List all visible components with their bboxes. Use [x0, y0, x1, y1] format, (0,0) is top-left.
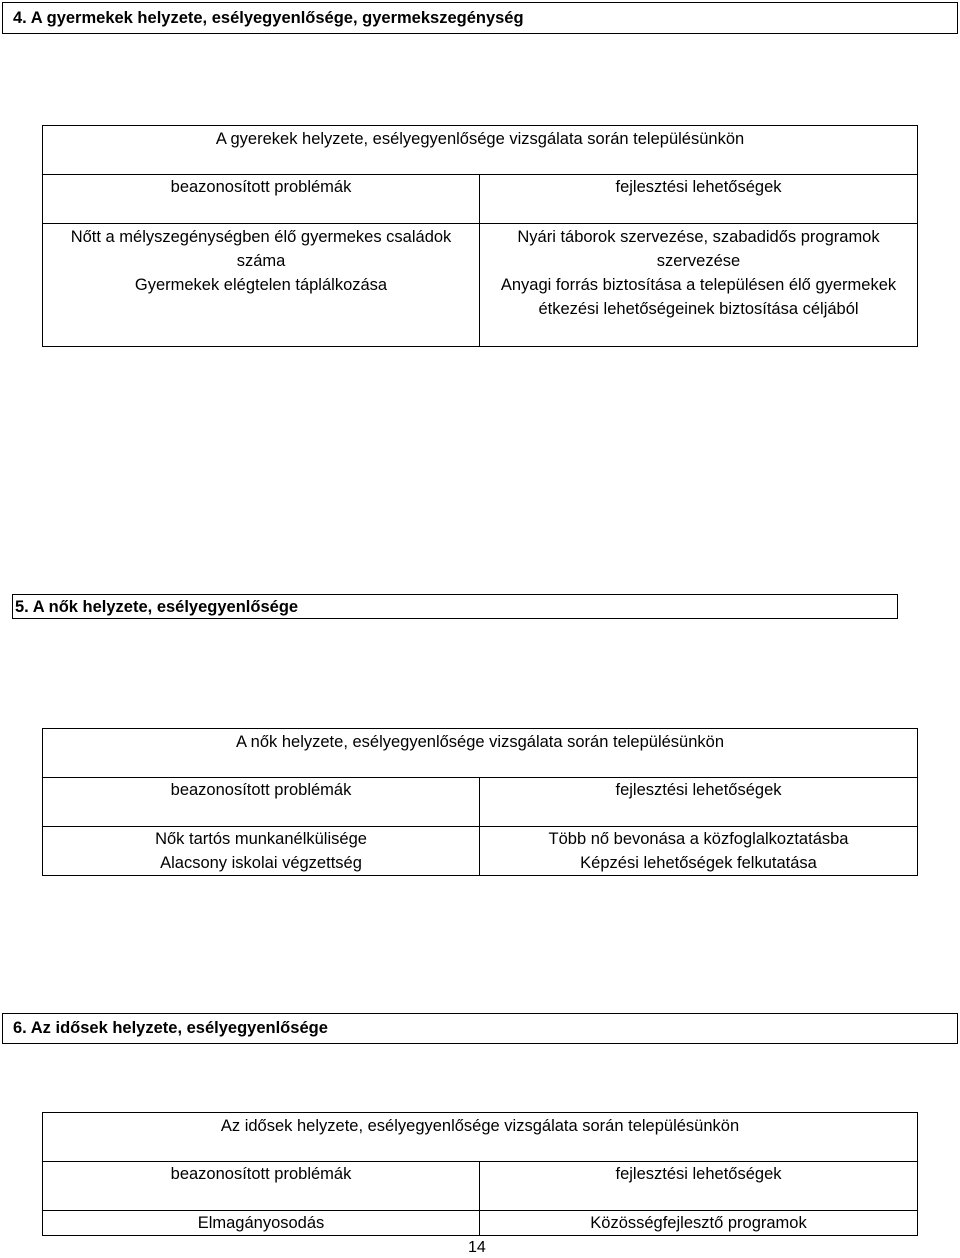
table-title: Az idősek helyzete, esélyegyenlősége vizsgálata során településünkön: [43, 1113, 918, 1162]
opportunities-cell: [480, 1211, 918, 1236]
opportunities-cell: [480, 827, 918, 876]
problems-cell: [43, 1211, 480, 1236]
section-6-heading: 6. Az idősek helyzete, esélyegyenlősége: [2, 1013, 958, 1044]
problems-cell: [43, 224, 480, 347]
problem-item: Alacsony iskolai végzettség: [160, 854, 362, 872]
section-4-heading: 4. A gyermekek helyzete, esélyegyenlősége, gyermekszegénység: [2, 2, 958, 34]
column-header-problems: beazonosított problémák: [43, 778, 480, 827]
problem-item: Nőtt a mélyszegénységben élő gyermekes családok száma: [70, 228, 452, 270]
column-header-opportunities: fejlesztési lehetőségek: [480, 778, 918, 827]
column-header-opportunities: fejlesztési lehetőségek: [480, 1162, 918, 1211]
opportunity-item: Közösségfejlesztő programok: [590, 1214, 807, 1232]
column-header-opportunities: fejlesztési lehetőségek: [480, 175, 918, 224]
page-number: 14: [468, 1239, 486, 1256]
problem-item: Gyermekek elégtelen táplálkozása: [134, 276, 388, 294]
opportunity-item: Több nő bevonása a közfoglalkoztatásba: [548, 830, 849, 848]
opportunity-item: Képzési lehetőségek felkutatása: [580, 854, 817, 872]
column-header-problems: beazonosított problémák: [43, 1162, 480, 1211]
section-5-table: [42, 728, 918, 876]
problems-cell: [43, 827, 480, 876]
opportunity-item: Anyagi forrás biztosítása a településen élő gyermekek étkezési lehetőségeinek biztosítása céljából: [500, 276, 897, 318]
section-6-table: [42, 1112, 918, 1236]
column-header-problems: beazonosított problémák: [43, 175, 480, 224]
table-title: A nők helyzete, esélyegyenlősége vizsgálata során településünkön: [43, 729, 918, 778]
opportunities-cell: [480, 224, 918, 347]
problem-item: Nők tartós munkanélkülisége: [155, 830, 367, 848]
table-title: A gyerekek helyzete, esélyegyenlősége vizsgálata során településünkön: [43, 126, 918, 175]
opportunity-item: Nyári táborok szervezése, szabadidős programok szervezése: [517, 228, 880, 270]
problem-item: Elmagányosodás: [197, 1214, 325, 1232]
section-4-table: [42, 125, 918, 347]
section-5-heading: 5. A nők helyzete, esélyegyenlősége: [12, 594, 898, 619]
